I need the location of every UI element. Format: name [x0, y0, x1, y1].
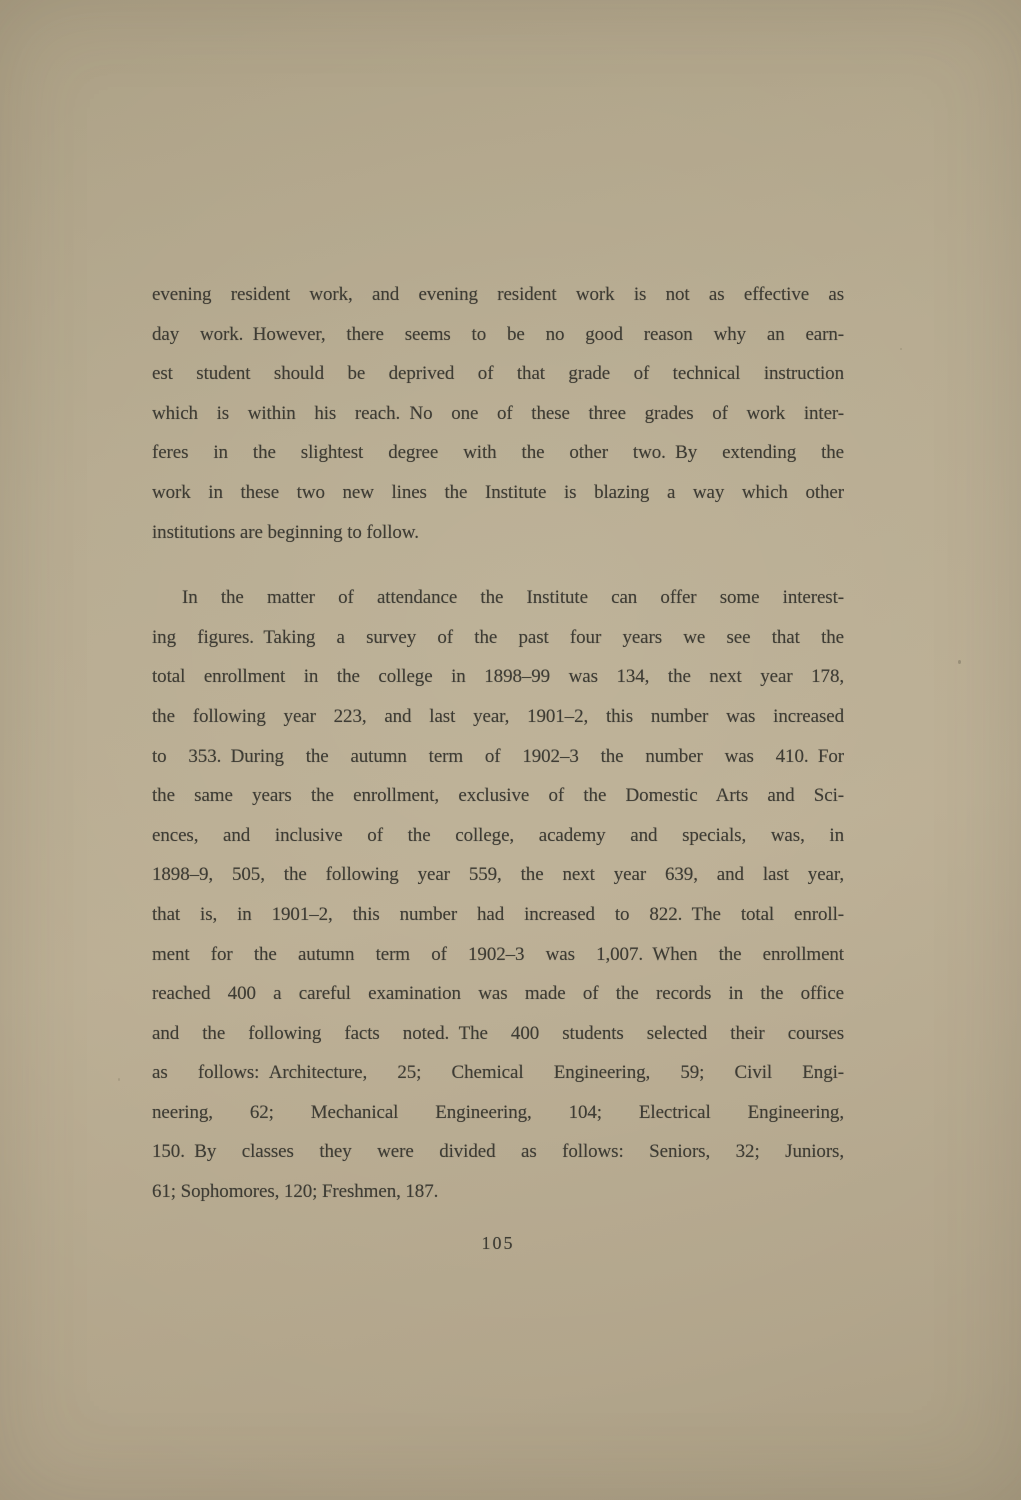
text-line: ing figures. Taking a survey of the past four years we see that the: [152, 626, 844, 648]
text-line: feres in the slightest degree with the other two. By extending the: [152, 442, 844, 464]
text-line: day work. However, there seems to be no good reason why an earn-: [152, 323, 844, 345]
text-line: neering, 62; Mechanical Engineering, 104; Electrical Engineering,: [152, 1101, 844, 1123]
page-number: 105: [481, 1233, 515, 1253]
paragraph: [152, 275, 844, 552]
text-line: reached 400 a careful examination was made of the records in the office: [152, 983, 844, 1005]
scan-speckle: [900, 348, 902, 350]
text-line: as follows: Architecture, 25; Chemical Engineering, 59; Civil Engi-: [152, 1062, 844, 1084]
text-line: 1898–9, 505, the following year 559, the next year 639, and last year,: [152, 864, 844, 886]
text-line: est student should be deprived of that grade of technical instruction: [152, 363, 844, 385]
text-line: evening resident work, and evening resident work is not as effective as: [152, 284, 844, 305]
scan-speckle: [118, 1078, 120, 1081]
text-line: the same years the enrollment, exclusive of the Domestic Arts and Sci-: [152, 785, 844, 807]
text-line: total enrollment in the college in 1898–99 was 134, the next year 178,: [152, 666, 844, 688]
scan-speckle: [958, 660, 961, 664]
text-line: ences, and inclusive of the college, academy and specials, was, in: [152, 824, 844, 846]
text-line: institutions are beginning to follow.: [152, 521, 419, 543]
text-line: 150. By classes they were divided as follows: Seniors, 32; Juniors,: [152, 1141, 844, 1163]
text-line: that is, in 1901–2, this number had increased to 822. The total enroll-: [152, 903, 844, 925]
text-line: 61; Sophomores, 120; Freshmen, 187.: [152, 1181, 439, 1203]
text-line: the following year 223, and last year, 1901–2, this number was increased: [152, 705, 844, 727]
text-line: work in these two new lines the Institute is blazing a way which other: [152, 481, 844, 503]
text-line: which is within his reach. No one of these three grades of work inter-: [152, 402, 844, 424]
text-block: [152, 275, 844, 1212]
text-line: to 353. During the autumn term of 1902–3 the number was 410. For: [152, 745, 844, 767]
text-line: ment for the autumn term of 1902–3 was 1,007. When the enrollment: [152, 943, 844, 965]
text-line: In the matter of attendance the Institute can offer some interest-: [182, 587, 844, 609]
paragraph: [152, 578, 844, 1212]
text-line: and the following facts noted. The 400 students selected their courses: [152, 1022, 844, 1044]
